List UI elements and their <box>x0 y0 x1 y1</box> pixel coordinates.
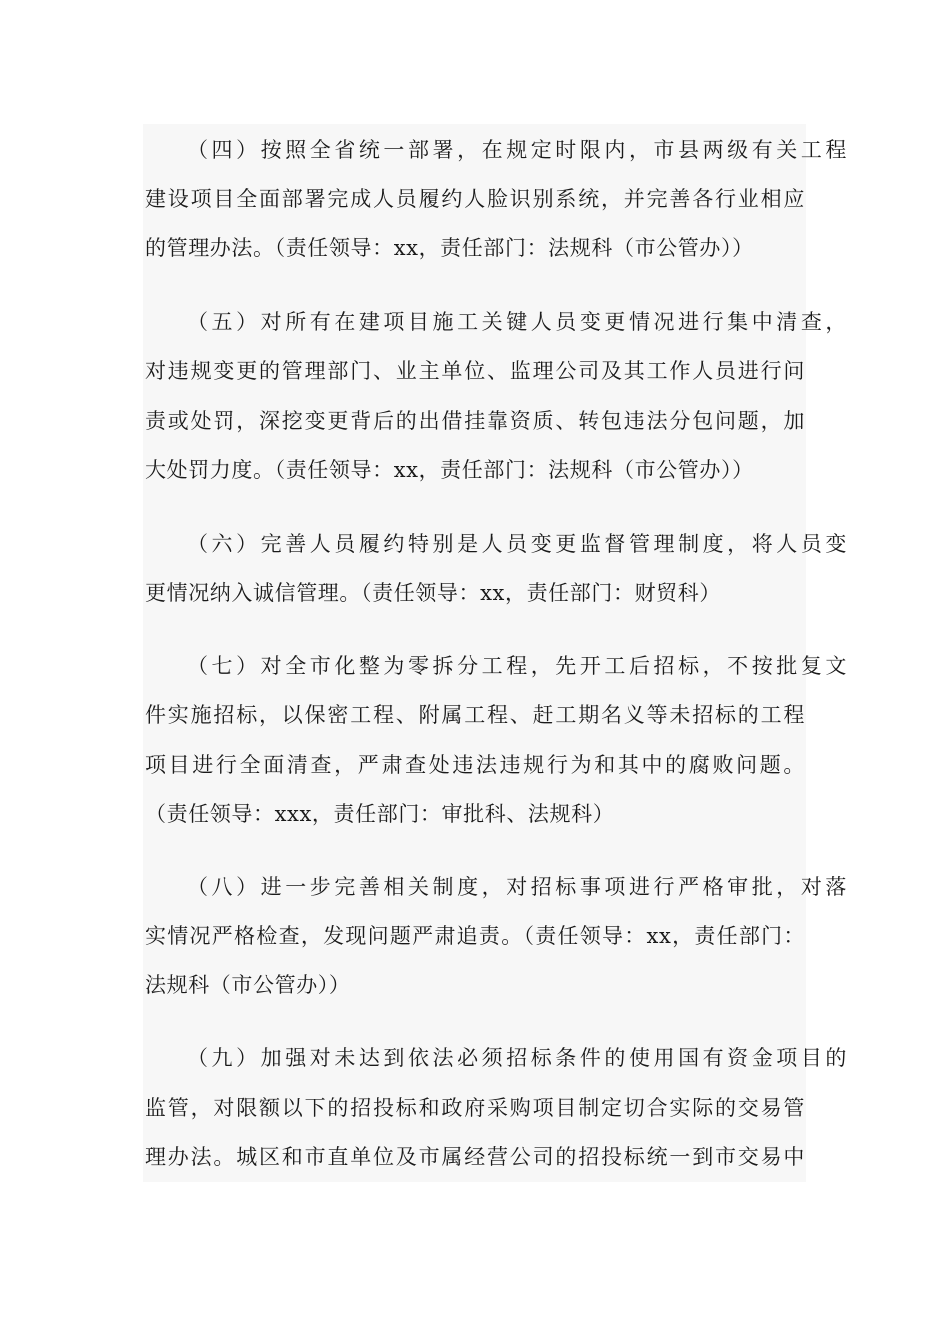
paragraph-5-line-3: 责或处罚，深挖变更背后的出借挂靠资质、转包违法分包问题，加 <box>145 409 805 433</box>
paragraph-5-line-4: 大处罚力度。（责任领导：xx，责任部门：法规科（市公管办）） <box>145 458 754 482</box>
paragraph-9-line-2: 监管，对限额以下的招投标和政府采购项目制定切合实际的交易管 <box>145 1096 805 1120</box>
paragraph-9-line-1: （九）加强对未达到依法必须招标条件的使用国有资金项目的 <box>187 1046 847 1070</box>
paragraph-4-line-3: 的管理办法。（责任领导：xx，责任部门：法规科（市公管办）） <box>145 236 754 260</box>
paragraph-6-line-2: 更情况纳入诚信管理。（责任领导：xx，责任部门：财贸科） <box>145 581 721 605</box>
paragraph-7-line-3: 项目进行全面清查，严肃查处违法违规行为和其中的腐败问题。 <box>145 753 805 777</box>
paragraph-4-line-1: （四）按照全省统一部署，在规定时限内，市县两级有关工程 <box>187 138 847 162</box>
paragraph-8-line-1: （八）进一步完善相关制度，对招标事项进行严格审批，对落 <box>187 875 847 899</box>
paragraph-7-line-4: （责任领导：xxx，责任部门：审批科、法规科） <box>145 802 615 826</box>
paragraph-5-line-1: （五）对所有在建项目施工关键人员变更情况进行集中清查， <box>187 310 847 334</box>
paragraph-7-line-1: （七）对全市化整为零拆分工程，先开工后招标，不按批复文 <box>187 654 847 678</box>
paragraph-7-line-2: 件实施招标，以保密工程、附属工程、赶工期名义等未招标的工程 <box>145 703 805 727</box>
paragraph-6-line-1: （六）完善人员履约特别是人员变更监督管理制度，将人员变 <box>187 532 847 556</box>
paragraph-8-line-3: 法规科（市公管办）） <box>145 973 351 997</box>
paragraph-4-line-2: 建设项目全面部署完成人员履约人脸识别系统，并完善各行业相应 <box>145 187 805 211</box>
paragraph-5-line-2: 对违规变更的管理部门、业主单位、监理公司及其工作人员进行问 <box>145 359 805 383</box>
paragraph-9-line-3: 理办法。城区和市直单位及市属经营公司的招投标统一到市交易中 <box>145 1145 805 1169</box>
paragraph-8-line-2: 实情况严格检查，发现问题严肃追责。（责任领导：xx，责任部门： <box>145 924 805 948</box>
